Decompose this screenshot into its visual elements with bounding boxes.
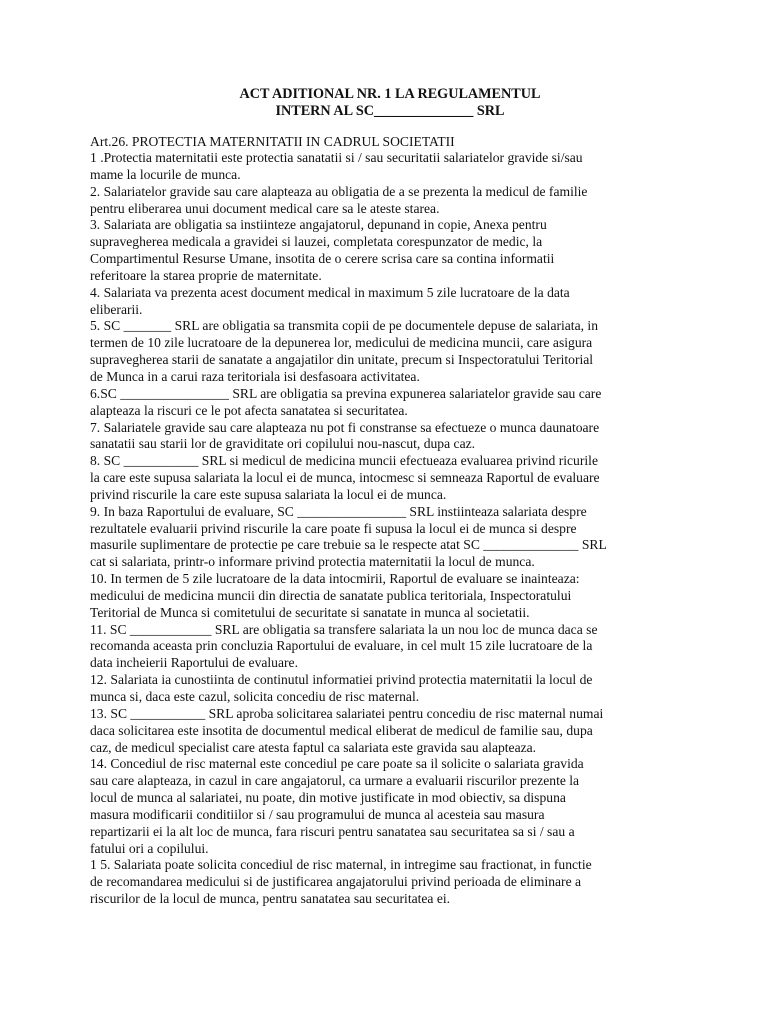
paragraph-1: [90, 150, 690, 184]
paragraph-line: la care este supusa salariata la locul ei de munca, intocmesc si semneaza Raportul de evaluare: [90, 470, 600, 486]
paragraph-line: supravegherea starii de sanatate a angajatilor din unitate, precum si Inspectoratului Teritorial: [90, 352, 594, 368]
document-title: [90, 86, 690, 120]
paragraph-line: fatului ori a copilului.: [90, 840, 209, 856]
paragraph-line: eliberarii.: [90, 301, 143, 317]
paragraph-line: locul de munca al salariatei, nu poate, din motive justificate in mod obiectiv, sa dispuna: [90, 790, 566, 806]
article-heading: Art.26. PROTECTIA MATERNITATII IN CADRUL SOCIETATII: [90, 134, 455, 149]
paragraph-line: 10. In termen de 5 zile lucratoare de la data intocmirii, Raportul de evaluare se inainteaza:: [90, 571, 580, 587]
document-page: [90, 86, 690, 908]
paragraph-line: cat si salariata, printr-o informare privind protectia maternitatii la locul de munca.: [90, 554, 535, 570]
paragraph-line: caz, de medicul specialist care atesta faptul ca salariata este gravida sau alapteaza.: [90, 739, 537, 755]
paragraph-10: [90, 571, 690, 622]
paragraph-line: supravegherea medicala a gravidei si lauzei, completata corespunzator de medic, la: [90, 234, 543, 250]
paragraph-line: 7. Salariatele gravide sau care alapteaza nu pot fi constranse sa efectueze o munca daunatoare: [90, 419, 600, 435]
paragraph-line: daca solicitarea este insotita de documentul medical eliberat de medicul de familie sau, dupa: [90, 722, 593, 738]
paragraph-line: 1 5. Salariata poate solicita concediul de risc maternal, in intregime sau fractionat, in functie: [90, 857, 592, 873]
paragraph-5: [90, 318, 690, 385]
paragraph-8: [90, 453, 690, 504]
paragraph-line: 8. SC ___________ SRL si medicul de medicina muncii efectueaza evaluarea privind ricurile: [90, 453, 598, 469]
paragraph-line: medicului de medicina muncii din directia de sanatate publica teritoriala, Inspectoratului: [90, 587, 572, 603]
paragraph-line: riscurilor de la locul de munca, pentru sanatatea sau securitatea ei.: [90, 891, 451, 907]
paragraph-line: 12. Salariata ia cunostiinta de continutul informatiei privind protectia maternitatii la locul de: [90, 672, 593, 688]
article-body: [90, 150, 690, 908]
paragraph-15: [90, 857, 690, 908]
paragraph-line: de recomandarea medicului si de justificarea angajatorului privind perioada de eliminare a: [90, 874, 582, 890]
paragraph-line: masura modificarii conditiilor si / sau programului de munca al acesteia sau masura: [90, 806, 545, 822]
paragraph-line: 14. Concediul de risc maternal este concediul pe care poate sa il solicite o salariata gravida: [90, 756, 584, 772]
paragraph-line: 3. Salariata are obligatia sa instiinteze angajatorul, depunand in copie, Anexa pentru: [90, 217, 547, 233]
paragraph-line: 5. SC _______ SRL are obligatia sa transmita copii de pe documentele depuse de salariata, in: [90, 318, 598, 334]
paragraph-14: [90, 756, 690, 857]
paragraph-11: [90, 622, 690, 673]
paragraph-line: alapteaza la riscuri ce le pot afecta sanatatea si securitatea.: [90, 402, 408, 418]
paragraph-line: mame la locurile de munca.: [90, 166, 241, 182]
paragraph-6: [90, 386, 690, 420]
paragraph-line: 1 .Protectia maternitatii este protectia sanatatii si / sau securitatii salariatelor gravide si/sau: [90, 150, 583, 165]
paragraph-3: [90, 217, 690, 284]
paragraph-line: 4. Salariata va prezenta acest document medical in maximum 5 zile lucratoare de la data: [90, 284, 570, 300]
paragraph-line: privind riscurile la care este supusa salariata la locul ei de munca.: [90, 486, 447, 502]
paragraph-line: termen de 10 zile lucratoare de la depunerea lor, medicului de medicina muncii, care asigura: [90, 335, 593, 351]
paragraph-line: Teritorial de Munca si comitetului de securitate si sanatate in munca al societatii.: [90, 604, 530, 620]
paragraph-7: [90, 420, 690, 454]
paragraph-line: masurile suplimentare de protectie pe care trebuie sa le respecte atat SC ______________ SRL: [90, 537, 607, 553]
title-line-2: INTERN AL SC______________ SRL: [275, 103, 505, 119]
paragraph-13: [90, 706, 690, 757]
paragraph-line: 13. SC ___________ SRL aproba solicitarea salariatei pentru concediu de risc maternal numai: [90, 705, 604, 721]
paragraph-line: sanatatii sau starii lor de graviditate ori copilului nou-nascut, dupa caz.: [90, 436, 476, 452]
paragraph-line: de Munca in a carui raza teritoriala isi desfasoara activitatea.: [90, 368, 420, 384]
paragraph-line: 11. SC ____________ SRL are obligatia sa transfere salariata la un nou loc de munca daca se: [90, 621, 598, 637]
paragraph-12: [90, 672, 690, 706]
paragraph-line: pentru eliberarea unui document medical care sa le ateste starea.: [90, 200, 440, 216]
paragraph-line: 2. Salariatelor gravide sau care alapteaza au obligatia de a se prezenta la medicul de familie: [90, 183, 588, 199]
paragraph-line: recomanda aceasta prin concluzia Raportului de evaluare, in cel mult 15 zile lucratoare de la: [90, 638, 593, 654]
paragraph-line: 6.SC ________________ SRL are obligatia sa previna expunerea salariatelor gravide sau care: [90, 385, 602, 401]
paragraph-line: 9. In baza Raportului de evaluare, SC ________________ SRL instiinteaza salariata despre: [90, 503, 587, 519]
paragraph-line: referitoare la starea proprie de maternitate.: [90, 267, 322, 283]
paragraph-line: sau care alapteaza, in cazul in care angajatorul, ca urmare a evaluarii riscurilor prezente la: [90, 773, 580, 789]
title-line-1: ACT ADITIONAL NR. 1 LA REGULAMENTUL: [239, 86, 541, 102]
paragraph-2: [90, 184, 690, 218]
paragraph-line: munca si, daca este cazul, solicita concediu de risc maternal.: [90, 689, 420, 704]
paragraph-line: rezultatele evaluarii privind riscurile la care poate fi supusa la locul ei de munca si despre: [90, 520, 577, 536]
paragraph-9: [90, 504, 690, 571]
paragraph-4: [90, 285, 690, 319]
paragraph-line: Compartimentul Resurse Umane, insotita de o cerere scrisa care sa contina informatii: [90, 251, 555, 267]
paragraph-line: data incheierii Raportului de evaluare.: [90, 655, 298, 671]
paragraph-line: repartizarii ei la alt loc de munca, fara riscuri pentru sanatatea sau securitatea sa si / sau a: [90, 823, 575, 839]
